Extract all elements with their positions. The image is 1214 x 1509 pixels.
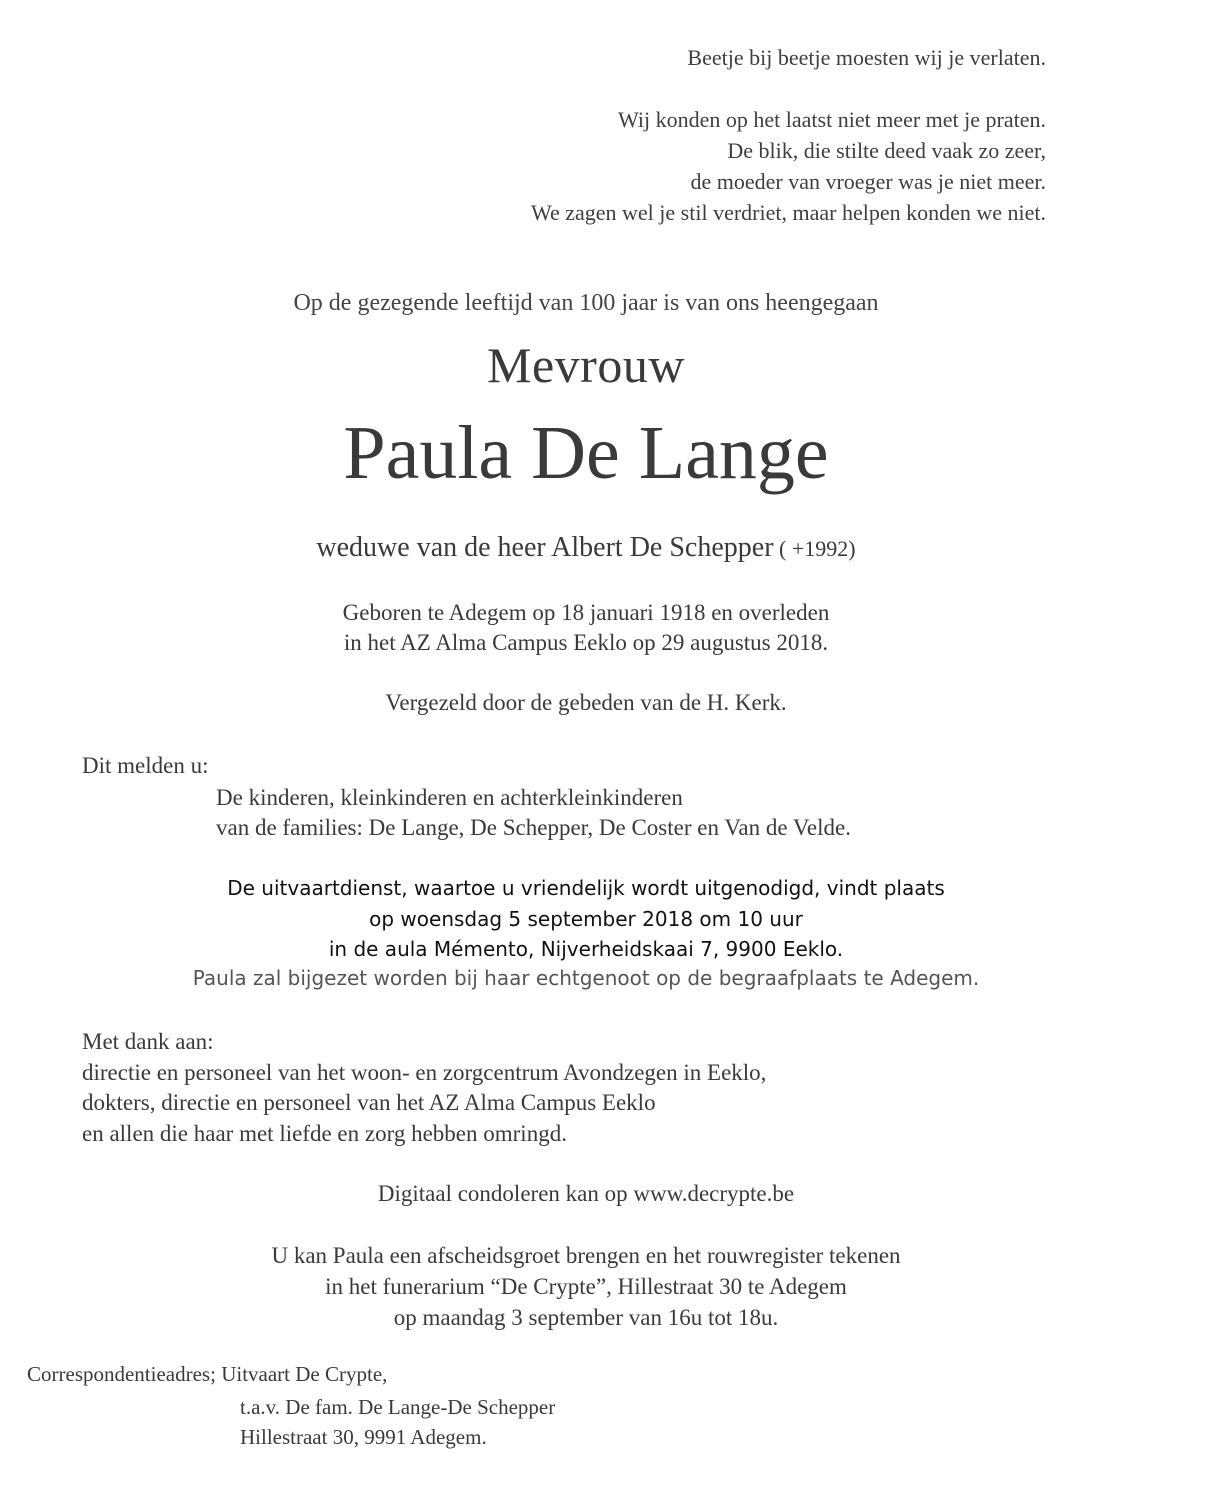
thanks-block bbox=[82, 1027, 766, 1149]
poem-line-1: Beetje bij beetje moesten wij je verlaten. bbox=[687, 45, 1046, 70]
service-line-2: op woensdag 5 september 2018 om 10 uur bbox=[369, 906, 803, 931]
family-block bbox=[216, 783, 851, 843]
thanks-line-2: dokters, directie en personeel van het AZ Alma Campus Eeklo bbox=[82, 1090, 656, 1115]
family-line-1: De kinderen, kleinkinderen en achterkleinkinderen bbox=[216, 785, 683, 810]
deceased-name: Paula De Lange bbox=[343, 411, 829, 495]
poem-block bbox=[531, 42, 1046, 228]
birth-death-block bbox=[0, 598, 1172, 658]
correspondence-label: Correspondentieadres; Uitvaart De Crypte, bbox=[27, 1362, 388, 1386]
poem-line-4: de moeder van vroeger was je niet meer. bbox=[690, 169, 1046, 194]
poem-line-2: Wij konden op het laatst niet meer met je praten. bbox=[618, 107, 1046, 132]
church-line: Vergezeld door de gebeden van de H. Kerk. bbox=[385, 690, 787, 715]
salutation: Mevrouw bbox=[487, 337, 685, 393]
widow-year: ( +1992) bbox=[773, 536, 856, 561]
service-line-1: De uitvaartdienst, waartoe u vriendelijk wordt uitgenodigd, vindt plaats bbox=[227, 876, 945, 900]
burial-line: Paula zal bijgezet worden bij haar echtgenoot op de begraafplaats te Adegem. bbox=[192, 966, 980, 990]
service-line-3: in de aula Mémento, Nijverheidskaai 7, 9900 Eeklo. bbox=[328, 937, 844, 961]
visit-line-3: op maandag 3 september van 16u tot 18u. bbox=[393, 1305, 779, 1330]
family-label: Dit melden u: bbox=[82, 753, 209, 778]
visit-block bbox=[0, 1240, 1172, 1333]
poem-line-3: De blik, die stilte deed vaak zo zeer, bbox=[727, 138, 1046, 163]
born-line-1: Geboren te Adegem op 18 januari 1918 en overleden bbox=[342, 600, 830, 625]
thanks-label: Met dank aan: bbox=[82, 1029, 214, 1054]
digital-condolence: Digitaal condoleren kan op www.decrypte.be bbox=[377, 1181, 795, 1206]
correspondence-line-2: Hillestraat 30, 9991 Adegem. bbox=[240, 1425, 487, 1449]
poem-line-5: We zagen wel je stil verdriet, maar helpen konden we niet. bbox=[530, 200, 1046, 225]
visit-line-1: U kan Paula een afscheidsgroet brengen en het rouwregister tekenen bbox=[271, 1243, 901, 1268]
born-line-2: in het AZ Alma Campus Eeklo op 29 augustus 2018. bbox=[343, 630, 829, 655]
thanks-line-1: directie en personeel van het woon- en zorgcentrum Avondzegen in Eeklo, bbox=[82, 1059, 767, 1085]
widow-text: weduwe van de heer Albert De Schepper bbox=[316, 532, 774, 563]
service-block bbox=[0, 873, 1172, 965]
correspondence-line-1: t.a.v. De fam. De Lange-De Schepper bbox=[240, 1395, 556, 1419]
announcement-intro: Op de gezegende leeftijd van 100 jaar is van ons heengegaan bbox=[293, 290, 879, 316]
correspondence-block bbox=[240, 1392, 555, 1452]
thanks-line-3: en allen die haar met liefde en zorg hebben omringd. bbox=[82, 1120, 567, 1146]
family-line-2: van de families: De Lange, De Schepper, De Coster en Van de Velde. bbox=[216, 815, 851, 840]
widow-line bbox=[0, 532, 1172, 564]
visit-line-2: in het funerarium “De Crypte”, Hillestraat 30 te Adegem bbox=[325, 1274, 847, 1299]
poem-gap bbox=[531, 73, 1046, 104]
